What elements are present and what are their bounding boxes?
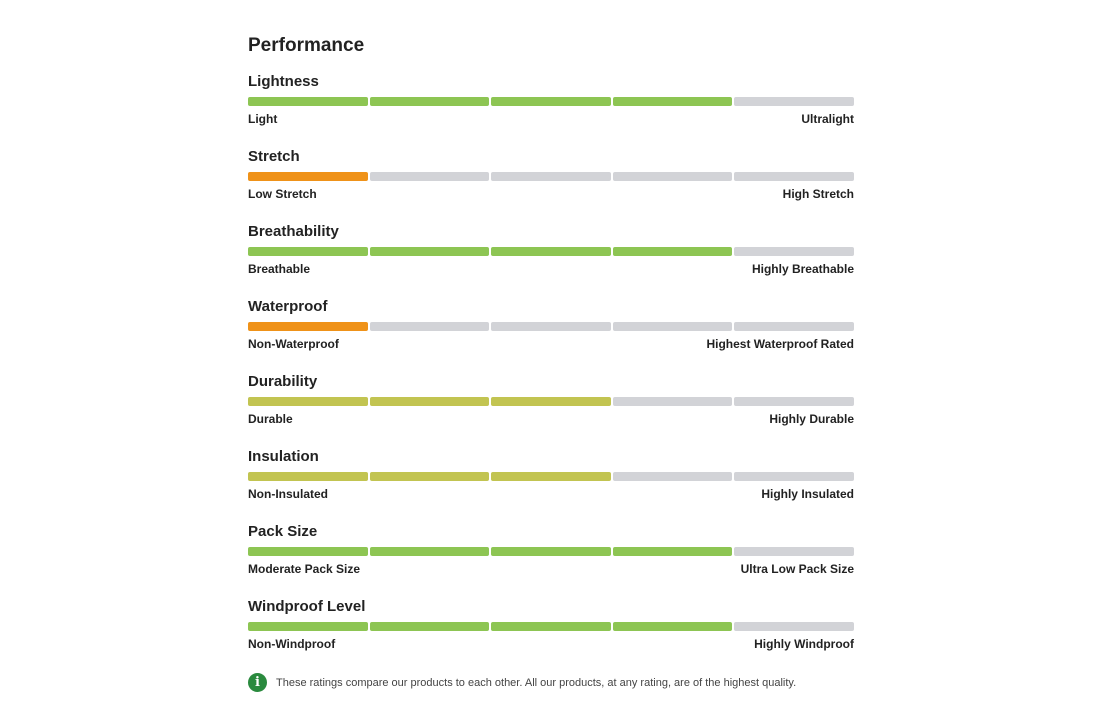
- rating-segment-filled: [248, 472, 368, 481]
- rating-segment-empty: [734, 172, 854, 181]
- scale-label-low: Durable: [248, 412, 293, 426]
- scale-labels: [248, 412, 854, 426]
- scale-labels: [248, 262, 854, 276]
- rating-segment-filled: [370, 397, 490, 406]
- metric-title: Insulation: [248, 448, 319, 465]
- scale-label-high: Highest Waterproof Rated: [706, 337, 854, 351]
- rating-segment-filled: [613, 622, 733, 631]
- rating-segment-filled: [491, 247, 611, 256]
- scale-label-low: Non-Windproof: [248, 637, 336, 651]
- rating-segment-filled: [370, 97, 490, 106]
- rating-segment-filled: [248, 322, 368, 331]
- metric-durability: [248, 373, 854, 426]
- scale-label-high: Highly Breathable: [751, 262, 854, 276]
- rating-bar: [248, 622, 854, 631]
- rating-segment-empty: [734, 472, 854, 481]
- rating-segment-filled: [491, 472, 611, 481]
- scale-labels: [248, 337, 854, 351]
- scale-label-high: Highly Windproof: [754, 637, 854, 651]
- scale-label-low: Breathable: [248, 262, 311, 276]
- rating-segment-empty: [370, 322, 490, 331]
- rating-segment-filled: [248, 247, 368, 256]
- page-title: Performance: [248, 35, 365, 56]
- rating-segment-filled: [491, 547, 611, 556]
- rating-segment-empty: [734, 397, 854, 406]
- scale-label-low: Non-Insulated: [248, 487, 328, 501]
- metric-title: Durability: [248, 373, 318, 390]
- metric-windproof-level: [248, 598, 854, 651]
- metric-title: Breathability: [248, 223, 339, 240]
- rating-segment-filled: [613, 97, 733, 106]
- scale-labels: [248, 112, 854, 126]
- performance-panel: [248, 34, 854, 651]
- metric-title: Waterproof: [248, 298, 328, 315]
- scale-labels: [248, 637, 854, 651]
- rating-segment-filled: [370, 247, 490, 256]
- rating-segment-empty: [734, 322, 854, 331]
- metric-stretch: [248, 148, 854, 201]
- rating-segment-filled: [248, 397, 368, 406]
- rating-segment-empty: [734, 97, 854, 106]
- scale-labels: [248, 487, 854, 501]
- ratings-note: [248, 673, 796, 692]
- scale-label-high: Ultralight: [801, 112, 854, 126]
- scale-label-high: High Stretch: [782, 187, 854, 201]
- rating-bar: [248, 322, 854, 331]
- rating-bar: [248, 172, 854, 181]
- info-icon: i: [248, 673, 267, 692]
- scale-label-high: Highly Durable: [769, 412, 854, 426]
- scale-label-high: Highly Insulated: [761, 487, 854, 501]
- metric-waterproof: [248, 298, 854, 351]
- rating-segment-empty: [613, 472, 733, 481]
- rating-segment-empty: [613, 397, 733, 406]
- rating-segment-filled: [248, 622, 368, 631]
- rating-segment-filled: [491, 97, 611, 106]
- rating-segment-empty: [491, 172, 611, 181]
- rating-bar: [248, 472, 854, 481]
- scale-label-low: Low Stretch: [248, 187, 317, 201]
- rating-segment-empty: [734, 547, 854, 556]
- rating-segment-empty: [491, 322, 611, 331]
- metric-insulation: [248, 448, 854, 501]
- metric-pack-size: [248, 523, 854, 576]
- rating-bar: [248, 97, 854, 106]
- rating-bar: [248, 397, 854, 406]
- scale-labels: [248, 187, 854, 201]
- rating-segment-empty: [613, 322, 733, 331]
- rating-segment-filled: [613, 247, 733, 256]
- scale-label-low: Non-Waterproof: [248, 337, 339, 351]
- rating-segment-empty: [370, 172, 490, 181]
- rating-segment-empty: [734, 247, 854, 256]
- rating-bar: [248, 247, 854, 256]
- metric-title: Lightness: [248, 73, 319, 90]
- scale-labels: [248, 562, 854, 576]
- rating-segment-filled: [370, 547, 490, 556]
- metric-title: Windproof Level: [248, 598, 366, 615]
- metric-title: Pack Size: [248, 523, 318, 540]
- rating-segment-filled: [491, 622, 611, 631]
- rating-segment-empty: [734, 622, 854, 631]
- rating-segment-filled: [491, 397, 611, 406]
- rating-segment-filled: [248, 172, 368, 181]
- rating-segment-filled: [613, 547, 733, 556]
- scale-label-low: Moderate Pack Size: [248, 562, 361, 576]
- rating-segment-empty: [613, 172, 733, 181]
- scale-label-high: Ultra Low Pack Size: [740, 562, 854, 576]
- ratings-note-text: These ratings compare our products to each other. All our products, at any rating, are of the highest quality.: [276, 676, 797, 689]
- rating-segment-filled: [248, 97, 368, 106]
- scale-label-low: Light: [248, 112, 278, 126]
- rating-bar: [248, 547, 854, 556]
- rating-segment-filled: [370, 622, 490, 631]
- metric-breathability: [248, 223, 854, 276]
- metric-title: Stretch: [248, 148, 300, 165]
- metric-lightness: [248, 73, 854, 126]
- rating-segment-filled: [248, 547, 368, 556]
- rating-segment-filled: [370, 472, 490, 481]
